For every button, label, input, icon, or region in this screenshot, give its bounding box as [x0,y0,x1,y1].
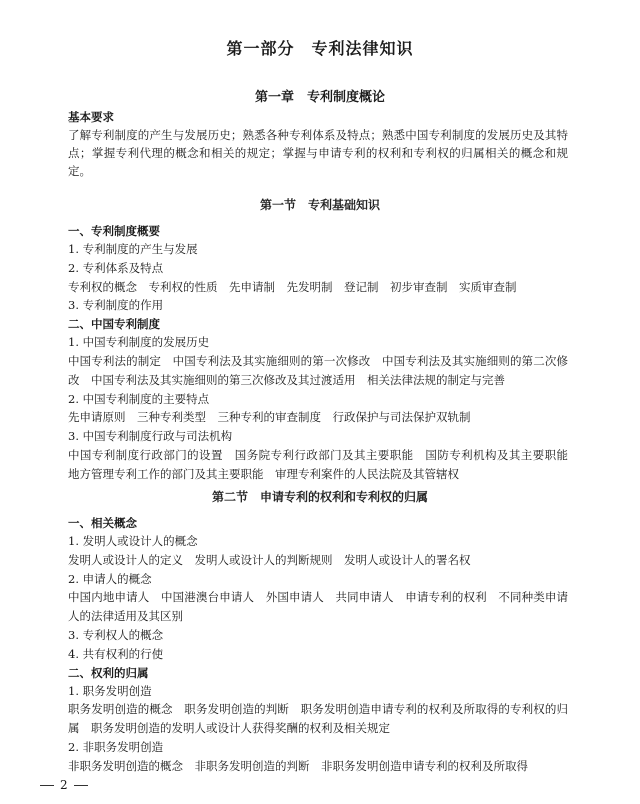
s2-item-1-text: 发明人或设计人的定义 发明人或设计人的判断规则 发明人或设计人的署名权 [68,552,471,567]
s2-heading-2: 二、权利的归属 [68,665,149,680]
s1-sub-2: 2. 中国专利制度的主要特点 [68,391,210,406]
s1-sub-2-text: 先申请原则 三种专利类型 三种专利的审查制度 行政保护与司法保护双轨制 [68,410,471,425]
chapter-title: 第一章 专利制度概论 [254,90,385,105]
s2-sub-1-text: 职务发明创造的概念 职务发明创造的判断 职务发明创造申请专利的权利及所取得的专利权的归属 职务发明创造的发明人或设计人获得奖酬的权利及相关规定 [68,702,568,736]
footer-dash-right [74,785,88,786]
s2-sub-2-text: 非职务发明创造的概念 非职务发明创造的判断 非职务发明创造申请专利的权利及所取得 [68,758,528,773]
s2-heading-1: 一、相关概念 [68,516,137,530]
basic-req-heading: 基本要求 [68,110,114,124]
section1-body [68,222,580,484]
section2-title: 第二节 申请专利的权利和专利权的归属 [211,490,428,504]
s1-heading-1: 一、专利制度概要 [68,224,160,238]
s1-heading-2: 二、中国专利制度 [68,317,160,332]
s1-sub-3: 3. 中国专利制度行政与司法机构 [68,429,233,444]
basic-requirements [68,108,568,180]
s1-item-1: 1. 专利制度的产生与发展 [68,242,198,256]
s2-item-1: 1. 发明人或设计人的概念 [68,534,198,548]
footer-dash-left [40,785,54,786]
s2-sub-2: 2. 非职务发明创造 [68,739,164,754]
s1-sub-1: 1. 中国专利制度的发展历史 [68,335,210,350]
s1-item-2: 2. 专利体系及特点 [68,260,164,275]
s2-sub-1: 1. 职务发明创造 [68,683,152,698]
basic-req-text: 了解专利制度的产生与发展历史；熟悉各种专利体系及特点；熟悉中国专利制度的发展历史及其特点；掌握专利代理的概念和相关的规定；掌握与申请专利的权利和专利权的归属相关的概念和规定。 [68,128,568,178]
part-title: 第一部分 专利法律知识 [226,39,414,58]
section2-body [68,514,568,776]
page-number: 2 [60,778,68,792]
s2-item-2: 2. 申请人的概念 [68,571,152,586]
s1-item-3: 3. 专利制度的作用 [68,298,164,313]
s2-item-2-text: 中国内地申请人 中国港澳台申请人 外国申请人 共同申请人 申请专利的权利 不同种类申请人的法律适用及其区别 [68,590,568,624]
s1-sub-3-text: 中国专利制度行政部门的设置 国务院专利行政部门及其主要职能 国防专利机构及其主要职能 地方管理专利工作的部门及其主要职能 审理专利案件的人民法院及其管辖权 [68,447,580,481]
s2-item-3: 3. 专利权人的概念 [68,627,164,642]
page-footer [40,778,88,792]
s2-item-4: 4. 共有权利的行使 [68,646,164,661]
s1-sub-1-text: 中国专利法的制定 中国专利法及其实施细则的第一次修改 中国专利法及其实施细则的第二次修改 中国专利法及其实施细则的第三次修改及其过渡适用 相关法律法规的制定与完善 [68,353,568,387]
section1-title: 第一节 专利基础知识 [259,198,380,212]
s1-item-2-text: 专利权的概念 专利权的性质 先申请制 先发明制 登记制 初步审查制 实质审查制 [68,279,517,294]
